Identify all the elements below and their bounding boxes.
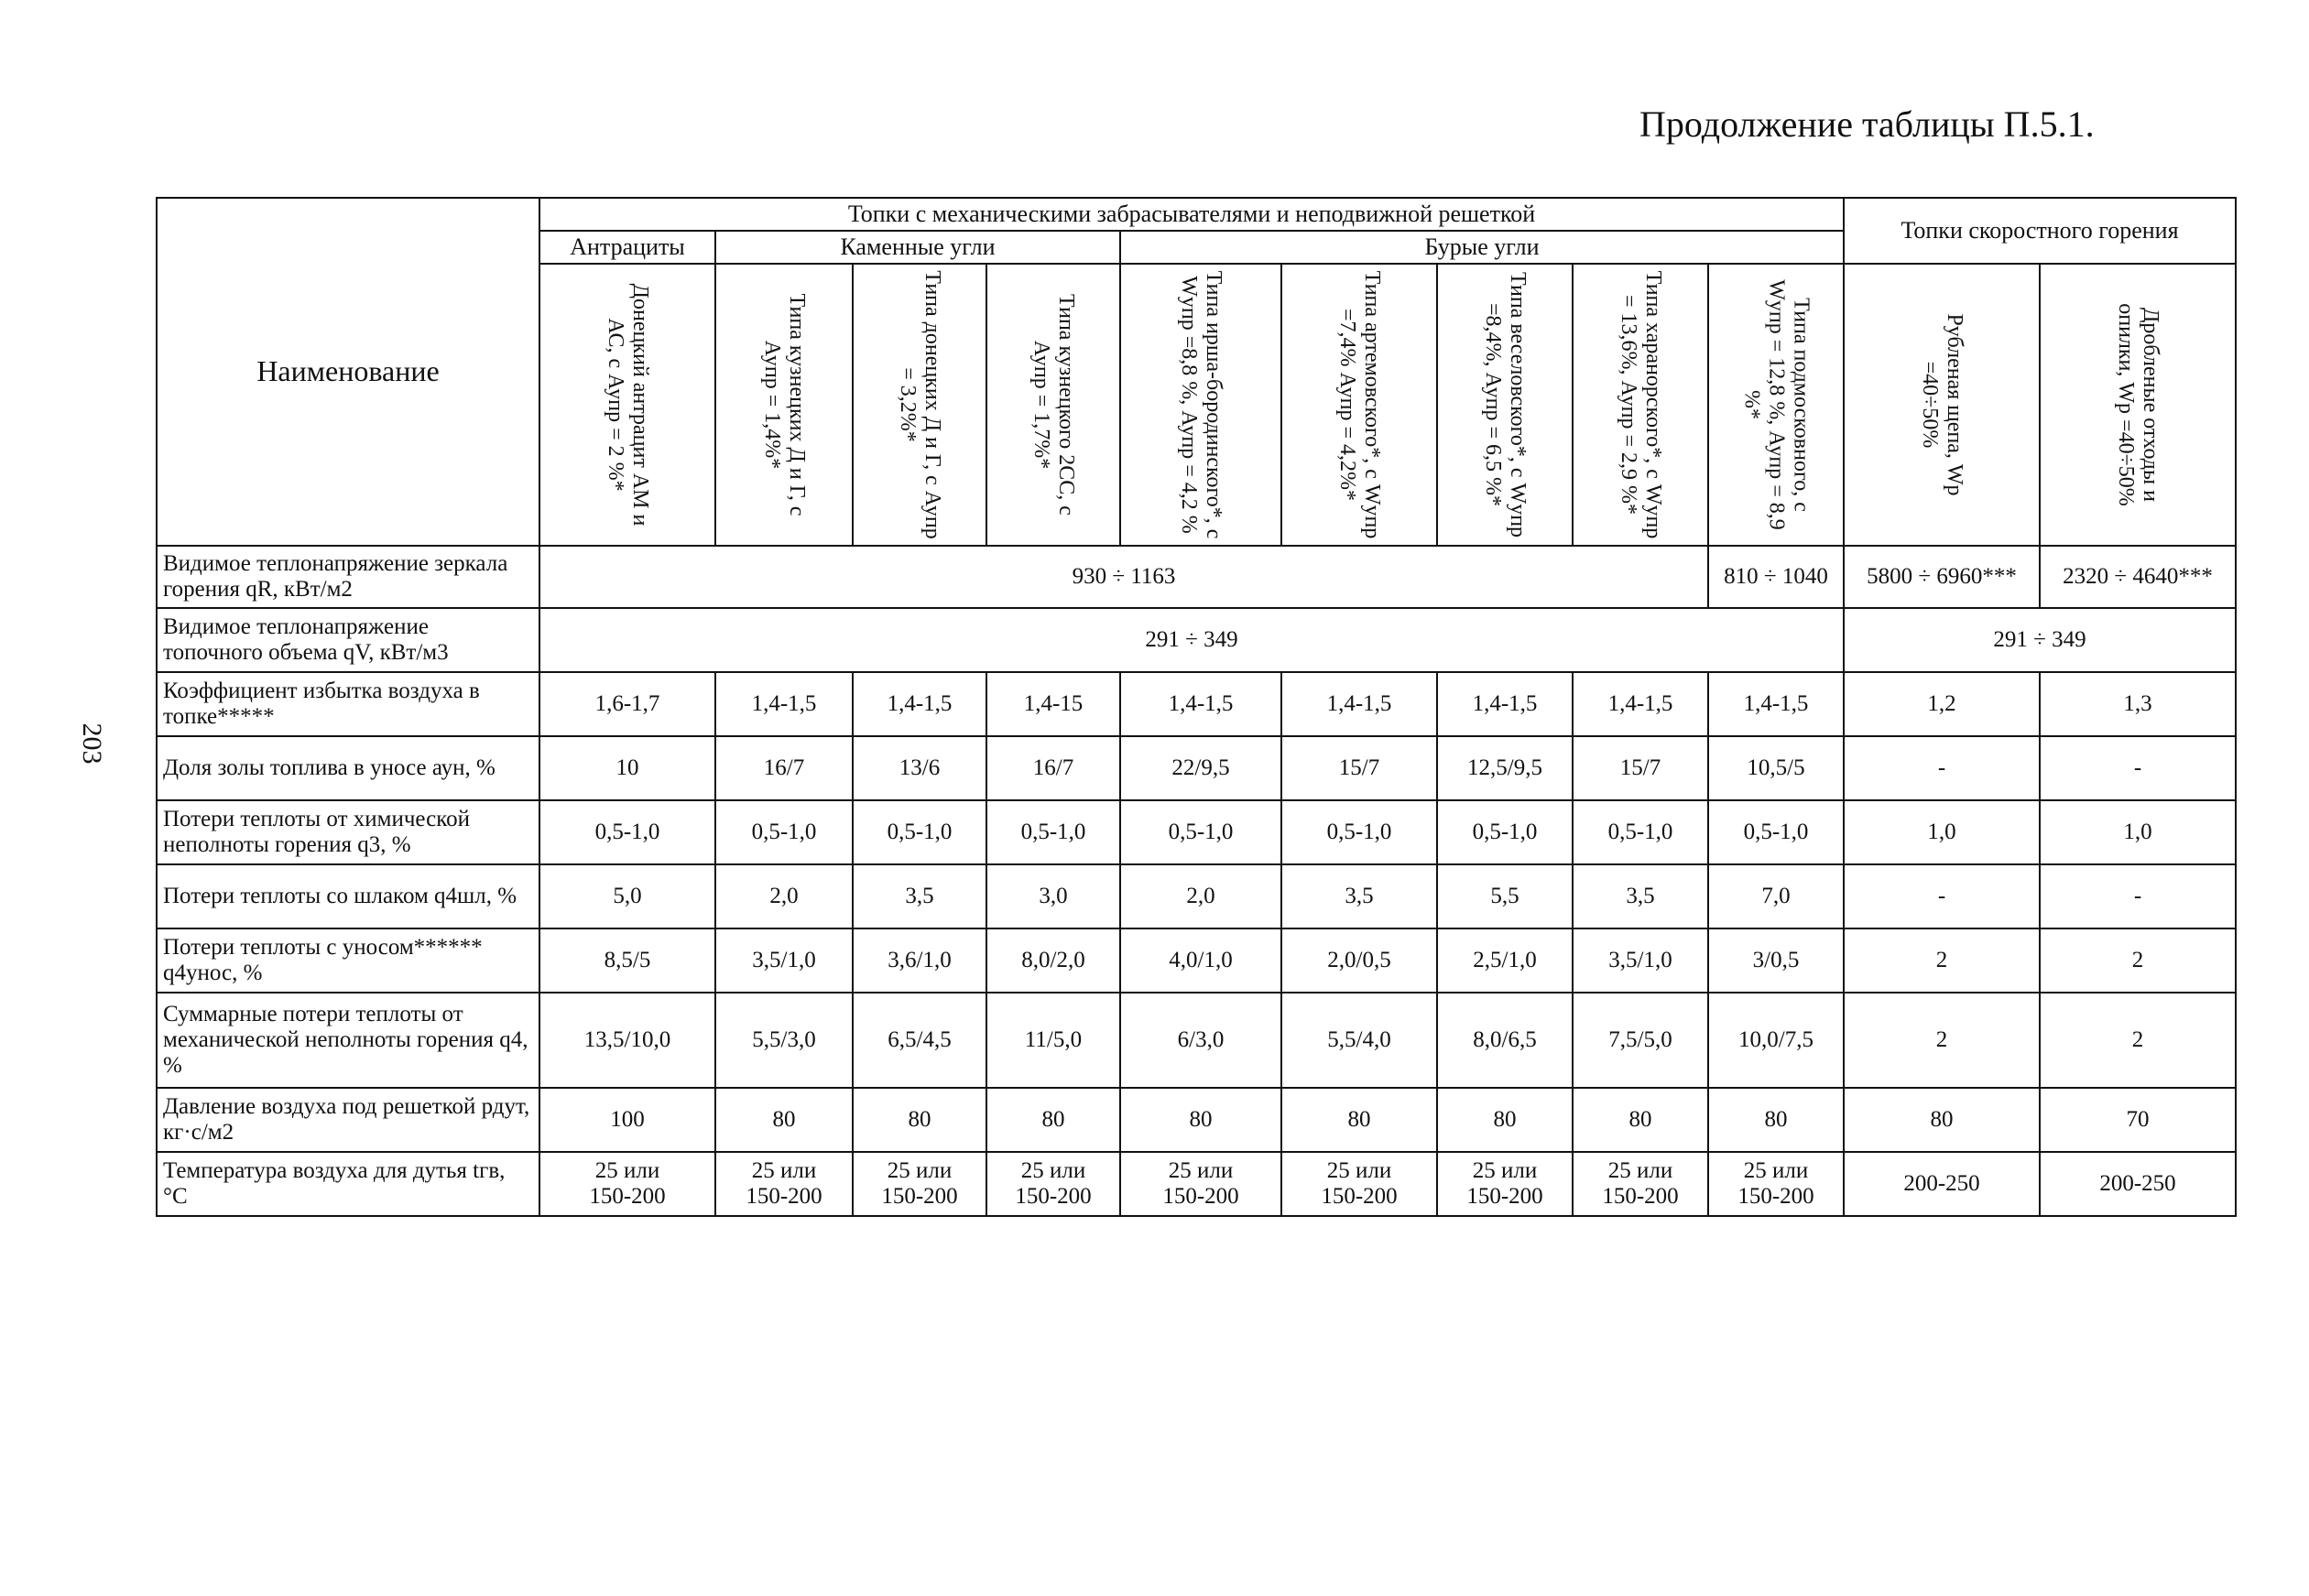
column-header-text: Типа ирша-бородинского*, с Wупр =8,8 %, Аупр = 4,2 % [1177,270,1225,539]
cell: 3,5/1,0 [1573,928,1708,993]
cell: 22/9,5 [1120,736,1281,800]
column-header [1573,264,1708,546]
cell: 0,5-1,0 [1120,800,1281,864]
table-row [157,608,2236,672]
cell: 5800 ÷ 6960*** [1844,546,2040,608]
cell: 200-250 [1844,1152,2040,1216]
cell: 3,5 [853,864,986,928]
row-label: Суммарные потери теплоты от механической неполноты горения q4, % [157,993,539,1088]
table-row [157,928,2236,993]
cell: 11/5,0 [986,993,1120,1088]
cell: 1,4-1,5 [1281,672,1437,736]
cell: 13/6 [853,736,986,800]
cell: 80 [1708,1088,1844,1152]
cell: 0,5-1,0 [715,800,853,864]
cell: 2,0 [715,864,853,928]
cell: 2,0 [1120,864,1281,928]
column-header-text: Типа веселовского*, с Wупр =8,4%, Аупр = 6,5 %* [1481,271,1530,538]
cell: - [2040,864,2236,928]
cell: 25 или 150-200 [1437,1152,1573,1216]
cell: 1,4-1,5 [715,672,853,736]
table-continuation-title: Продолжение таблицы П.5.1. [1639,103,2095,145]
table-row [157,993,2236,1088]
cell: 80 [1437,1088,1573,1152]
column-header-text: Типа кузнецких Д и Г, с Аупр = 1,4%* [760,293,809,516]
cell: 80 [986,1088,1120,1152]
cell: 25 или 150-200 [539,1152,715,1216]
cell: 0,5-1,0 [986,800,1120,864]
cell: 13,5/10,0 [539,993,715,1088]
column-header [1437,264,1573,546]
column-header-text: Рубленая щепа, Wр =40÷50% [1918,313,1966,496]
row-label: Потери теплоты от химической неполноты горения q3, % [157,800,539,864]
cell: 1,6-1,7 [539,672,715,736]
cell: 3,0 [986,864,1120,928]
cell: 1,4-1,5 [1437,672,1573,736]
column-header [1844,264,2040,546]
cell: 25 или 150-200 [986,1152,1120,1216]
group-header-fast-burning: Топки скоростного горения [1844,198,2236,264]
cell-merged: 291 ÷ 349 [1844,608,2236,672]
cell: 16/7 [986,736,1120,800]
column-header [1708,264,1844,546]
cell: 1,0 [1844,800,2040,864]
cell: 2 [2040,993,2236,1088]
cell: 810 ÷ 1040 [1708,546,1844,608]
cell: 8,0/2,0 [986,928,1120,993]
cell: 2,0/0,5 [1281,928,1437,993]
cell: 5,5 [1437,864,1573,928]
row-label: Температура воздуха для дутья tгв, °С [157,1152,539,1216]
column-header [853,264,986,546]
column-header-text: Типа донецких Д и Г, с Аупр = 3,2%* [896,270,944,539]
cell: 1,4-1,5 [853,672,986,736]
column-header-text: Дробленые отходы и опилки, Wр =40÷50% [2114,303,2162,506]
column-header-text: Типа кузнецкого 2СС, с Аупр = 1,7%* [1029,294,1078,516]
cell: 10,5/5 [1708,736,1844,800]
cell: 80 [1573,1088,1708,1152]
subgroup-anthracite: Антрациты [539,231,715,264]
table-row [157,672,2236,736]
column-header [715,264,853,546]
cell: 0,5-1,0 [539,800,715,864]
cell: 3,6/1,0 [853,928,986,993]
column-header-text: Типа артемовского*, с Wупр =7,4% Аупр = 4,2%* [1335,270,1384,539]
cell: 3,5 [1573,864,1708,928]
cell: 4,0/1,0 [1120,928,1281,993]
row-label: Доля золы топлива в уносе аун, % [157,736,539,800]
cell: 7,0 [1708,864,1844,928]
cell: 0,5-1,0 [1281,800,1437,864]
cell: 1,4-1,5 [1120,672,1281,736]
row-label: Потери теплоты со шлаком q4шл, % [157,864,539,928]
cell: 2320 ÷ 4640*** [2040,546,2236,608]
cell: 1,2 [1844,672,2040,736]
cell: 100 [539,1088,715,1152]
cell: 10 [539,736,715,800]
column-header-text: Типа харанорского*, с Wупр = 13,6%, Аупр = 2,9 %* [1617,270,1665,539]
table-row [157,1088,2236,1152]
cell: 7,5/5,0 [1573,993,1708,1088]
group-header-mechanical: Топки с механическими забрасывателями и неподвижной решеткой [539,198,1844,231]
column-header [1281,264,1437,546]
column-header [1120,264,1281,546]
subgroup-hard-coal: Каменные угли [715,231,1120,264]
cell: 15/7 [1281,736,1437,800]
cell: 5,0 [539,864,715,928]
table-row [157,864,2236,928]
table-body [157,672,2236,1216]
row-label: Видимое теплонапряжение зеркала горения qR, кВт/м2 [157,546,539,608]
cell: 2 [1844,993,2040,1088]
column-header-text: Типа подмосковного, с Wупр = 12,8 %, Аупр = 8,9 %* [1739,279,1813,530]
cell: 2 [1844,928,2040,993]
row-label: Видимое теплонапряжение топочного объема qV, кВт/м3 [157,608,539,672]
cell: 70 [2040,1088,2236,1152]
cell: - [1844,864,2040,928]
cell: 1,4-1,5 [1573,672,1708,736]
cell: 25 или 150-200 [1708,1152,1844,1216]
cell: 8,0/6,5 [1437,993,1573,1088]
row-label: Давление воздуха под решеткой рдут, кг·с/м2 [157,1088,539,1152]
cell: 0,5-1,0 [853,800,986,864]
cell: 1,0 [2040,800,2236,864]
cell-merged: 930 ÷ 1163 [539,546,1708,608]
cell: 5,5/3,0 [715,993,853,1088]
column-header [539,264,715,546]
header-row-groups [157,198,2236,231]
cell: 3,5/1,0 [715,928,853,993]
cell: 200-250 [2040,1152,2236,1216]
table-row [157,546,2236,608]
cell: 3,5 [1281,864,1437,928]
cell: 25 или 150-200 [715,1152,853,1216]
cell: 80 [1281,1088,1437,1152]
cell: - [1844,736,2040,800]
cell: - [2040,736,2236,800]
cell: 6,5/4,5 [853,993,986,1088]
fuel-furnace-table [156,197,2237,1217]
cell: 12,5/9,5 [1437,736,1573,800]
cell: 80 [715,1088,853,1152]
table-row [157,736,2236,800]
table-row [157,1152,2236,1216]
column-header [2040,264,2236,546]
row-label: Потери теплоты с уносом****** q4унос, % [157,928,539,993]
name-column-header: Наименование [157,198,539,546]
cell: 80 [1120,1088,1281,1152]
table-row [157,800,2236,864]
cell: 8,5/5 [539,928,715,993]
column-header-text: Донецкий антрацит АМ и АС, с Аупр = 2 %* [604,283,652,527]
cell: 5,5/4,0 [1281,993,1437,1088]
cell-merged: 291 ÷ 349 [539,608,1844,672]
cell: 2 [2040,928,2236,993]
cell: 16/7 [715,736,853,800]
cell: 25 или 150-200 [1281,1152,1437,1216]
subgroup-brown-coal: Бурые угли [1120,231,1844,264]
cell: 6/3,0 [1120,993,1281,1088]
cell: 3/0,5 [1708,928,1844,993]
cell: 0,5-1,0 [1437,800,1573,864]
cell: 0,5-1,0 [1573,800,1708,864]
column-header [986,264,1120,546]
page-number: 203 [77,722,107,765]
cell: 15/7 [1573,736,1708,800]
cell: 1,3 [2040,672,2236,736]
cell: 2,5/1,0 [1437,928,1573,993]
cell: 25 или 150-200 [1573,1152,1708,1216]
cell: 1,4-1,5 [1708,672,1844,736]
row-label: Коэффициент избытка воздуха в топке***** [157,672,539,736]
cell: 25 или 150-200 [853,1152,986,1216]
cell: 0,5-1,0 [1708,800,1844,864]
cell: 1,4-15 [986,672,1120,736]
cell: 10,0/7,5 [1708,993,1844,1088]
cell: 25 или 150-200 [1120,1152,1281,1216]
cell: 80 [853,1088,986,1152]
cell: 80 [1844,1088,2040,1152]
